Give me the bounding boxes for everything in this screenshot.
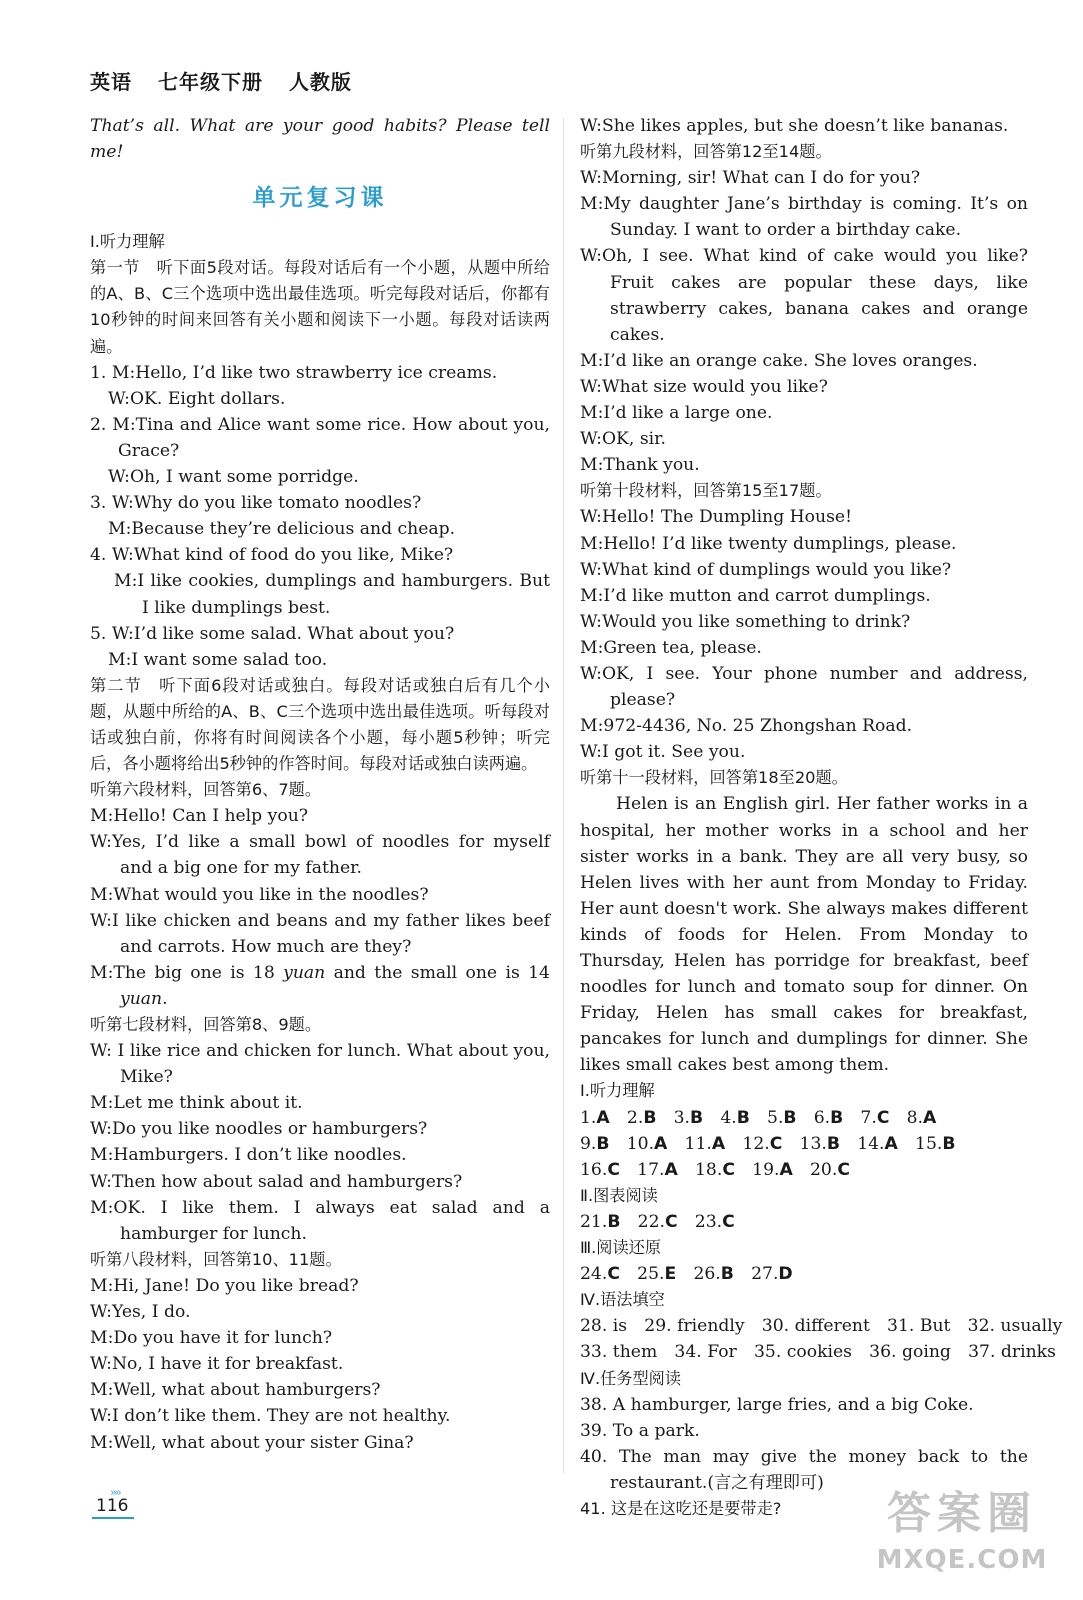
answer-letter: C — [664, 1211, 678, 1232]
answer-letter: A — [596, 1107, 610, 1128]
dialogue-line: 2. M:Tina and Alice want some rice. How about you, Grace? — [90, 414, 550, 461]
dialogue-line: M:972-4436, No. 25 Zhongshan Road. — [580, 716, 913, 737]
answer-letter: C — [837, 1159, 850, 1180]
dialogue-line: M:My daughter Jane’s birthday is coming. It’s on Sunday. I want to order a birthday cake. — [580, 194, 1028, 241]
answer-number: 25. — [637, 1264, 665, 1285]
section-title: 单元复习课 — [252, 185, 388, 212]
part2-instructions: 第二节 听下面6段对话或独白。每段对话或独白后有几个小题，从题中所给的A、B、C三个选项中选出最佳选项。听每段对话或独白前，你将有时间阅读各个小题，每小题5秒钟；听完后，各小题将给出5秒钟的作答时间。每段对话或独白读两遍。 — [90, 675, 550, 774]
dialogue-line: W:What kind of dumplings would you like? — [580, 559, 952, 580]
answer-letter: C — [722, 1159, 735, 1180]
answer-number: 10. — [626, 1133, 655, 1154]
answer-letter: C — [607, 1159, 620, 1180]
dialogue-line: M:Thank you. — [580, 455, 700, 476]
answer-letter: B — [942, 1133, 956, 1154]
dialogue-line: W:I don’t like them. They are not healthy. — [90, 1406, 451, 1427]
answers-listening — [580, 1105, 1028, 1183]
answer-line: 28. is 29. friendly 30. different 31. But 32. usually — [580, 1316, 1063, 1337]
yuan-text: yuan — [283, 962, 326, 983]
dialogue-line: M:Green tea, please. — [580, 637, 762, 658]
dialogue-line: M:I want some salad too. — [108, 649, 328, 670]
answer-letter: B — [783, 1107, 797, 1128]
dialogue-line: M:Hello! I’d like twenty dumplings, please. — [580, 533, 957, 554]
answer-number: 17. — [637, 1159, 665, 1180]
answer-letter: B — [830, 1107, 844, 1128]
dialogue-line: M:Well, what about your sister Gina? — [90, 1432, 414, 1453]
part1-instructions: 第一节 听下面5段对话。每段对话后有一个小题，从题中所给的A、B、C三个选项中选出最佳选项。听完每段对话后，你都有10秒钟的时间来回答有关小题和阅读下一小题。每段对话读两遍。 — [90, 258, 550, 356]
page-header — [90, 66, 370, 95]
answer-number: 16. — [580, 1159, 608, 1180]
dialogue-line: W:Do you like noodles or hamburgers? — [90, 1119, 428, 1140]
answer-number: 9. — [580, 1133, 597, 1154]
watermark-url: MXQE.COM — [876, 1545, 1048, 1575]
answer-letter: A — [884, 1133, 898, 1154]
answers-task-heading: Ⅳ.任务型阅读 — [580, 1368, 682, 1388]
answer-number: 23. — [694, 1211, 723, 1232]
material-9-heading: 听第九段材料，回答第12至14题。 — [580, 142, 832, 162]
material-8-heading: 听第八段材料，回答第10、11题。 — [90, 1249, 342, 1269]
page-number: 116 — [92, 1496, 134, 1519]
dialogue-line: W:Then how about salad and hamburgers? — [90, 1171, 463, 1192]
dialogue-line: W: I like rice and chicken for lunch. What about you, Mike? — [90, 1041, 550, 1088]
answer-number: 7. — [860, 1107, 877, 1128]
dialogue-line: M:I’d like an orange cake. She loves oranges. — [580, 350, 978, 371]
dialogue-line: M:Hi, Jane! Do you like bread? — [90, 1275, 359, 1296]
dialogue-line: M:What would you like in the noodles? — [90, 884, 429, 905]
answer-row — [580, 1157, 1028, 1183]
dialogue-line: M:Well, what about hamburgers? — [90, 1380, 381, 1401]
answers-reading-heading: Ⅲ.阅读还原 — [580, 1238, 662, 1258]
answer-number: 11. — [684, 1133, 712, 1154]
right-column — [580, 113, 1063, 1522]
dialogue-line: M:I’d like a large one. — [580, 403, 773, 424]
dialogue-line: W:I got it. See you. — [580, 742, 746, 763]
material-6-heading: 听第六段材料，回答第6、7题。 — [90, 780, 322, 800]
dialogue-text: M:The big one is 18 — [90, 962, 284, 983]
answer-letter: B — [826, 1133, 840, 1154]
answer-letter: B — [736, 1107, 750, 1128]
answer-letter: A — [654, 1133, 668, 1154]
answer-letter: C — [607, 1264, 620, 1285]
dialogue-line: M:Hello! Can I help you? — [90, 806, 308, 827]
answer-letter: E — [664, 1264, 677, 1285]
answer-letter: B — [720, 1264, 734, 1285]
dialogue-line: M:Do you have it for lunch? — [90, 1328, 333, 1349]
dialogue-text: and the small one is 14 — [325, 962, 550, 983]
dialogue-line: W:Yes, I’d like a small bowl of noodles for myself and a big one for my father. — [90, 832, 550, 879]
answer-letter: A — [779, 1159, 793, 1180]
answer-row — [580, 1105, 1028, 1131]
dialogue-line: 4. W:What kind of food do you like, Mike? — [90, 545, 454, 566]
dialogue-line: W:No, I have it for breakfast. — [90, 1354, 344, 1375]
dialogue-line — [90, 960, 550, 1012]
answer-letter: B — [643, 1107, 657, 1128]
left-column — [90, 113, 550, 1456]
answer-number: 27. — [751, 1264, 779, 1285]
dialogue-line: 1. M:Hello, I’d like two strawberry ice creams. — [90, 362, 498, 383]
dialogue-line: M:Because they’re delicious and cheap. — [108, 519, 456, 540]
answers-listening-heading: Ⅰ.听力理解 — [580, 1081, 655, 1101]
answer-letter: B — [690, 1107, 704, 1128]
watermark-text: 答案圈 — [887, 1488, 1037, 1539]
material-11-heading: 听第十一段材料，回答第18至20题。 — [580, 768, 848, 788]
answer-number: 12. — [742, 1133, 770, 1154]
page-arrows-icon: ›››› — [110, 1486, 120, 1499]
answer-letter: B — [596, 1133, 610, 1154]
answer-letter: C — [876, 1107, 890, 1128]
answer-number: 2. — [626, 1107, 644, 1128]
answers-chart — [580, 1209, 1028, 1235]
answer-number: 15. — [915, 1133, 943, 1154]
dialogue-line: W:OK. Eight dollars. — [108, 388, 286, 409]
dialogue-line: W:Yes, I do. — [90, 1302, 191, 1323]
answer-letter: D — [778, 1264, 793, 1285]
intro-text: That’s all. What are your good habits? Please tell me! — [90, 116, 550, 163]
answers-chart-heading: Ⅱ.图表阅读 — [580, 1185, 658, 1205]
answer-line: 33. them 34. For 35. cookies 36. going 37. drinks — [580, 1342, 1056, 1363]
answer-number: 1. — [580, 1107, 597, 1128]
dialogue-line: 5. W:I’d like some salad. What about you? — [90, 623, 455, 644]
header-grade: 七年级下册 — [157, 70, 263, 94]
answer-letter: A — [711, 1133, 726, 1154]
answer-number: 6. — [813, 1107, 831, 1128]
answer-row — [580, 1209, 1028, 1235]
answer-number: 19. — [752, 1159, 780, 1180]
dialogue-line: W:OK, sir. — [580, 429, 666, 450]
answers-grammar-heading: Ⅳ.语法填空 — [580, 1290, 665, 1310]
answer-number: 20. — [810, 1159, 838, 1180]
column-divider — [563, 118, 564, 1473]
dialogue-line: W:Would you like something to drink? — [580, 611, 911, 632]
dialogue-line: W:She likes apples, but she doesn’t like bananas. — [580, 116, 1009, 136]
heading-listening: Ⅰ.听力理解 — [90, 232, 165, 252]
answer-letter: A — [664, 1159, 678, 1180]
answer-number: 26. — [693, 1264, 721, 1285]
dialogue-line: W:I like chicken and beans and my father likes beef and carrots. How much are they? — [90, 910, 550, 957]
header-edition: 人教版 — [288, 70, 352, 94]
dialogue-line: M:Let me think about it. — [90, 1093, 303, 1114]
dialogue-line: M:OK. I like them. I always eat salad and a hamburger for lunch. — [90, 1197, 550, 1244]
answer-number: 13. — [799, 1133, 827, 1154]
answer-letter: C — [769, 1133, 783, 1154]
answer-number: 18. — [695, 1159, 723, 1180]
dialogue-line: W:Hello! The Dumpling House! — [580, 507, 852, 528]
answer-number: 8. — [906, 1107, 924, 1128]
monologue-passage: Helen is an English girl. Her father works in a hospital, her mother works in a school and her sister works in a bank. They are all very busy, so Helen lives with her aunt from Monday to Friday. Her aunt doesn't work. She always makes different kinds of foods for Helen. From Monday to Thursday, Helen has porridge for breakfast, beef noodles for lunch and tomato soup for dinner. On Friday, Helen has small cakes for breakfast, pancakes for lunch and dumplings for dinner. She likes small cakes best among them. — [580, 794, 1028, 1076]
dialogue-line: W:Morning, sir! What can I do for you? — [580, 168, 921, 189]
watermark-logo — [857, 1485, 1067, 1590]
material-10-heading: 听第十段材料，回答第15至17题。 — [580, 481, 832, 501]
yuan-text: yuan — [120, 988, 163, 1009]
dialogue-text: . — [162, 988, 168, 1009]
answer-number: 5. — [767, 1107, 784, 1128]
dialogue-line: M:Hamburgers. I don’t like noodles. — [90, 1145, 407, 1166]
answer-line: 38. A hamburger, large fries, and a big Coke. — [580, 1394, 974, 1415]
answer-number: 21. — [580, 1211, 608, 1232]
dialogue-line: W:Oh, I want some porridge. — [108, 467, 359, 488]
answer-letter: B — [607, 1211, 621, 1232]
answer-line: 41. 这是在这吃还是要带走? — [580, 1498, 782, 1518]
header-subject: 英语 — [90, 70, 132, 94]
answer-line: 39. To a park. — [580, 1420, 700, 1441]
dialogue-line: W:OK, I see. Your phone number and address, please? — [580, 663, 1028, 711]
answer-letter: A — [923, 1107, 937, 1128]
answer-letter: C — [722, 1211, 735, 1232]
dialogue-line: 3. W:Why do you like tomato noodles? — [90, 493, 422, 514]
dialogue-line: M:I like cookies, dumplings and hamburgers. But I like dumplings best. — [114, 571, 550, 618]
dialogue-line: W:What size would you like? — [580, 376, 828, 397]
answer-number: 14. — [857, 1133, 885, 1154]
answers-reading — [580, 1261, 1028, 1287]
answer-line: 40. The man may give the money back to the restaurant.(言之有理即可) — [580, 1446, 1028, 1493]
answer-number: 22. — [637, 1211, 665, 1232]
answer-number: 3. — [673, 1107, 691, 1128]
dialogue-line: W:Oh, I see. What kind of cake would you like? Fruit cakes are popular these days, like strawberry cakes, banana cakes and orange cakes. — [580, 246, 1028, 345]
answer-number: 4. — [720, 1107, 737, 1128]
dialogue-line: M:I’d like mutton and carrot dumplings. — [580, 585, 931, 606]
answer-row — [580, 1131, 1028, 1157]
answer-row — [580, 1261, 1028, 1287]
answer-number: 24. — [580, 1264, 608, 1285]
material-7-heading: 听第七段材料，回答第8、9题。 — [90, 1015, 322, 1034]
